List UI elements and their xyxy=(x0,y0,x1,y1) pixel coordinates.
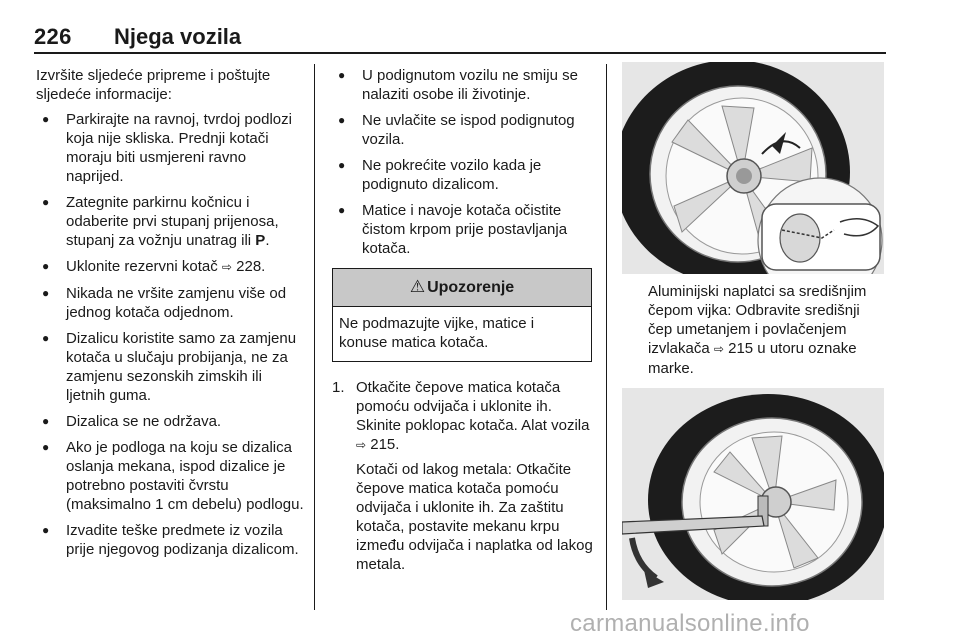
step-number: 1. xyxy=(332,379,345,396)
step-paragraph: Otkačite čepove matica kotača pomoću odvijača i uklonite ih. Skinite poklopac kotača. Alat vozila ⇨ 215. xyxy=(356,379,590,453)
list-item: ● Ako je podloga na koju se dizalica oslanja mekana, ispod dizalice je potrebno postaviti čvrstu (maksimalno 1 cm debelu) podlogu. xyxy=(36,438,304,514)
list-item: ● Dizalicu koristite samo za zamjenu kotača u slučaju probijanja, ne za zamjenu sezonskih zimskih ili ljetnih guma. xyxy=(36,329,304,405)
list-item: ● Ne pokrećite vozilo kada je podignuto dizalicom. xyxy=(332,156,594,194)
page-title: Njega vozila xyxy=(114,24,242,49)
step-paragraph: Kotači od lakog metala: Otkačite čepove matica kotača pomoću odvijača i uklonite ih. Za zaštitu kotača, postavite mekanu krpu između odvijača i naplatka od lakog metala. xyxy=(356,461,593,573)
warning-box xyxy=(332,268,592,362)
page-header xyxy=(34,22,886,52)
intro-text: Izvršite sljedeće pripreme i poštujte sljedeće informacije: xyxy=(36,67,271,103)
column-divider-2 xyxy=(606,64,607,610)
list-item: ● Zategnite parkirnu kočnicu i odaberite prvi stupanj prijenosa, stupanj za vožnju unatrag ili P. xyxy=(36,193,304,250)
column-middle xyxy=(332,66,594,579)
page-ref-link[interactable]: 215 xyxy=(728,340,754,357)
list-item: ● Nikada ne vršite zamjenu više od jednog kotača odjednom. xyxy=(36,284,304,322)
column-right xyxy=(622,62,888,600)
list-item: ● Uklonite rezervni kotač ⇨ 228. xyxy=(36,257,304,277)
list-item: ● U podignutom vozilu ne smiju se nalaziti osobe ili životinje. xyxy=(332,66,594,104)
list-item: ● Izvadite teške predmete iz vozila prije njegovog podizanja dizalicom. xyxy=(36,521,304,559)
list-item: ● Matice i navoje kotača očistite čistom krpom prije postavljanja kotača. xyxy=(332,201,594,258)
list-item: ● Parkirajte na ravnoj, tvrdoj podlozi koja nije skliska. Prednji kotači moraju biti usmjereni ravno naprijed. xyxy=(36,110,304,186)
warning-title: Upozorenje xyxy=(427,279,515,296)
watermark: carmanualsonline.info xyxy=(570,610,810,637)
page-ref-arrow-icon: ⇨ xyxy=(221,260,232,274)
warning-triangle-icon: ⚠ xyxy=(409,277,426,297)
page-ref-arrow-icon: ⇨ xyxy=(356,438,367,452)
preparation-list xyxy=(36,110,304,559)
step-list xyxy=(332,378,594,574)
gear-p-label: P xyxy=(255,232,266,249)
safety-list xyxy=(332,66,594,258)
header-rule xyxy=(34,52,886,54)
figure-caption: Aluminijski naplatci sa središnjim čepom vijka: Odbravite središnji čep umetanjem i povlačenjem izvlakača ⇨ 215 u utoru oznake marke. xyxy=(648,283,867,377)
page-number: 226 xyxy=(34,24,72,49)
list-item: ● Dizalica se ne održava. xyxy=(36,412,304,431)
wheel-center-cap-illustration xyxy=(622,62,884,274)
list-item: ● Ne uvlačite se ispod podignutog vozila. xyxy=(332,111,594,149)
page-ref-arrow-icon: ⇨ xyxy=(713,342,724,356)
page-ref-link[interactable]: 228 xyxy=(236,258,262,275)
column-left xyxy=(36,66,304,566)
page-ref-link[interactable]: 215 xyxy=(370,436,396,453)
wheel-cover-removal-illustration xyxy=(622,388,884,600)
warning-body: Ne podmazujte vijke, matice i konuse matica kotača. xyxy=(339,315,535,351)
warning-header xyxy=(333,269,591,307)
step-item xyxy=(332,378,594,574)
column-divider-1 xyxy=(314,64,315,610)
